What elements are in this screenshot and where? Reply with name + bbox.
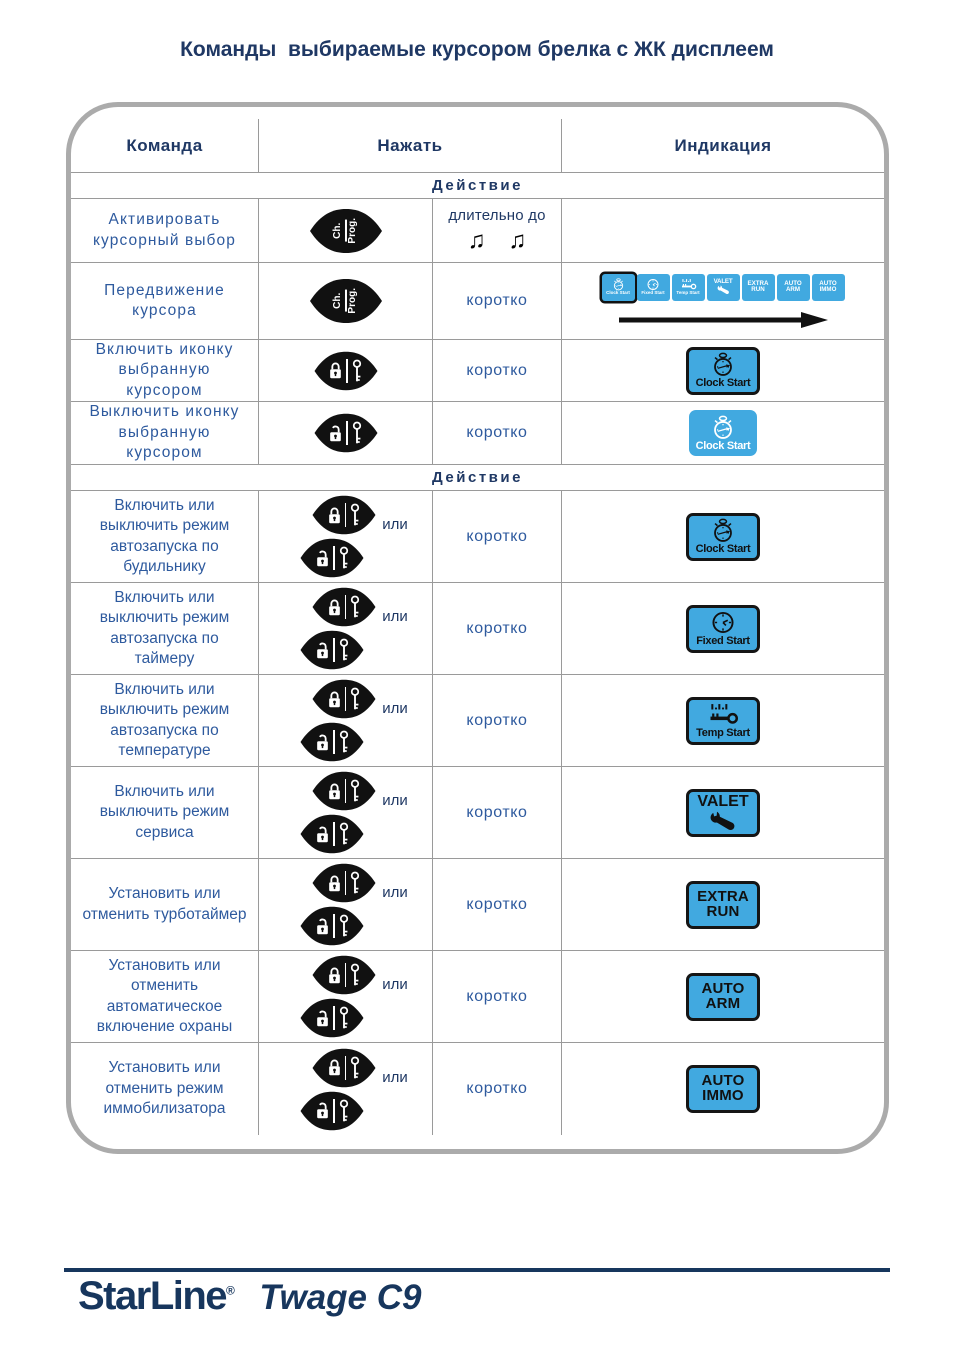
key-icon xyxy=(338,822,350,846)
music-notes-icon: ♫ ♫ xyxy=(467,226,527,254)
stopwatch-icon xyxy=(709,518,737,543)
divider xyxy=(345,687,347,711)
duration-cell: коротко xyxy=(433,340,562,402)
press-cell xyxy=(259,340,433,402)
press-cell xyxy=(259,859,433,951)
ch-prog-button-label xyxy=(333,218,359,244)
indication-cell-empty xyxy=(562,199,884,263)
lock-key-button-icon xyxy=(309,862,379,904)
divider xyxy=(345,779,347,803)
lock-key-button-icon xyxy=(309,770,379,812)
key-icon xyxy=(349,687,361,711)
closed-padlock-icon xyxy=(327,505,342,526)
command-cell: Включить или выключить режим сервиса xyxy=(71,767,259,859)
ch-prog-button-label xyxy=(333,288,359,314)
command-cell: Включить или выключить режим автозапуска по будильнику xyxy=(71,491,259,583)
command-cell: Включить или выключить режим автозапуска по таймеру xyxy=(71,583,259,675)
divider xyxy=(346,359,348,383)
key-icon xyxy=(349,963,361,987)
press-cell xyxy=(259,767,433,859)
divider xyxy=(333,822,335,846)
commands-table xyxy=(71,119,884,1135)
closed-padlock-icon xyxy=(327,689,342,710)
key-icon xyxy=(338,914,350,938)
lcd-strip-icon-auto-immo: AUTO IMMO xyxy=(812,274,845,301)
lcd-icon-clock-start-off: Clock Start xyxy=(689,410,757,456)
page-title: Команды выбираемые курсором брелка с ЖК дисплеем xyxy=(180,38,774,61)
duration-cell: коротко xyxy=(433,675,562,767)
fraction-line xyxy=(345,290,347,312)
starline-logo: StarLine® xyxy=(78,1274,234,1318)
footer-rule xyxy=(64,1268,890,1272)
unlock-key-button-icon xyxy=(297,813,367,855)
closed-padlock-icon xyxy=(328,360,343,381)
indication-cell xyxy=(562,491,884,583)
key-icon xyxy=(338,730,350,754)
model-name: Twage C9 xyxy=(259,1278,422,1317)
closed-padlock-icon xyxy=(327,965,342,986)
duration-cell xyxy=(433,199,562,263)
command-cell: Выключить иконку выбранную курсором xyxy=(71,402,259,465)
clock-icon xyxy=(709,610,737,635)
lock-key-button-icon xyxy=(309,678,379,720)
commands-table-panel xyxy=(66,102,889,1154)
duration-cell: коротко xyxy=(433,859,562,951)
footer xyxy=(0,1268,954,1319)
lcd-strip-icon-fixed-start: Fixed Start xyxy=(637,274,670,301)
divider xyxy=(345,963,347,987)
open-padlock-icon xyxy=(315,1008,330,1029)
lcd-icon-auto-immo: AUTO IMMO xyxy=(686,1065,760,1113)
key-icon xyxy=(351,359,363,383)
key-icon xyxy=(349,779,361,803)
key-icon xyxy=(338,546,350,570)
lcd-icon-extra-run: EXTRA RUN xyxy=(686,881,760,929)
cursor-direction-arrow-icon xyxy=(617,311,829,329)
command-cell: Включить или выключить режим автозапуска по температуре xyxy=(71,675,259,767)
key-icon xyxy=(338,1006,350,1030)
unlock-key-button-icon xyxy=(297,1090,367,1132)
indication-cell xyxy=(562,675,884,767)
lcd-strip-icon-extra-run: EXTRA RUN xyxy=(742,274,775,301)
lcd-strip-icon-temp-start: Temp Start xyxy=(672,274,705,301)
lock-key-button-icon xyxy=(309,1047,379,1089)
press-buttons xyxy=(283,862,408,947)
open-padlock-icon xyxy=(328,423,343,444)
section-header-action: Действие xyxy=(71,173,884,199)
or-label: или xyxy=(382,1068,408,1086)
ch-label: Ch. xyxy=(331,222,343,239)
press-cell xyxy=(259,263,433,340)
unlock-key-button-icon xyxy=(297,721,367,763)
lcd-icon-temp-start: Temp Start xyxy=(686,697,760,745)
command-cell: Установить или отменить турботаймер xyxy=(71,859,259,951)
command-cell: Активировать курсорный выбор xyxy=(71,199,259,263)
duration-cell: коротко xyxy=(433,583,562,675)
footer-logo-row xyxy=(78,1274,954,1319)
unlock-key-button-icon xyxy=(297,905,367,947)
ch-prog-button-icon xyxy=(305,207,387,255)
divider xyxy=(345,503,347,527)
duration-label: длительно до xyxy=(448,206,546,224)
open-padlock-icon xyxy=(315,916,330,937)
divider xyxy=(345,871,347,895)
indication-cell xyxy=(562,340,884,402)
prog-label: Prog. xyxy=(346,217,358,244)
lcd-icon-strip xyxy=(602,274,845,329)
or-label: или xyxy=(382,700,408,717)
press-buttons xyxy=(283,1047,408,1132)
lcd-icon-valet: VALET xyxy=(686,789,760,837)
divider xyxy=(333,1099,335,1123)
indication-cell xyxy=(562,402,884,465)
key-icon xyxy=(349,1056,361,1080)
press-buttons xyxy=(283,770,408,855)
press-cell xyxy=(259,199,433,263)
indication-cell xyxy=(562,263,884,340)
press-cell xyxy=(259,1043,433,1135)
key-icon xyxy=(338,638,350,662)
lcd-strip xyxy=(602,274,845,301)
divider xyxy=(345,595,347,619)
lcd-icon-auto-arm: AUTO ARM xyxy=(686,973,760,1021)
press-cell xyxy=(259,951,433,1043)
indication-cell xyxy=(562,951,884,1043)
duration-cell: коротко xyxy=(433,263,562,340)
col-header-command: Команда xyxy=(71,119,259,173)
key-icon xyxy=(338,1099,350,1123)
indication-cell xyxy=(562,1043,884,1135)
press-cell xyxy=(259,491,433,583)
lcd-strip-icon-valet: VALET xyxy=(707,274,740,301)
press-buttons xyxy=(283,954,408,1039)
divider xyxy=(333,546,335,570)
ch-prog-button-icon xyxy=(305,277,387,325)
lcd-icon-clock-start: Clock Start xyxy=(686,513,760,561)
lock-key-button-icon xyxy=(309,586,379,628)
closed-padlock-icon xyxy=(327,781,342,802)
lcd-icon-clock-start-on: Clock Start xyxy=(686,347,760,395)
duration-cell: коротко xyxy=(433,951,562,1043)
lock-key-button-icon xyxy=(311,350,381,392)
command-cell: Включить иконку выбранную курсором xyxy=(71,340,259,402)
unlock-key-button-icon xyxy=(311,412,381,454)
open-padlock-icon xyxy=(315,548,330,569)
fraction-line xyxy=(345,220,347,242)
stopwatch-icon xyxy=(709,415,737,440)
registered-mark: ® xyxy=(226,1283,234,1298)
divider xyxy=(333,1006,335,1030)
command-cell: Установить или отменить автоматическое включение охраны xyxy=(71,951,259,1043)
key-icon xyxy=(349,595,361,619)
lcd-strip-icon-clock-start: Clock Start xyxy=(602,274,635,301)
wrench-icon xyxy=(716,285,731,295)
lock-key-button-icon xyxy=(309,494,379,536)
command-cell: Установить или отменить режим иммобилизатора xyxy=(71,1043,259,1135)
command-cell: Передвижение курсора xyxy=(71,263,259,340)
temp-key-icon xyxy=(705,702,741,727)
ch-label: Ch. xyxy=(331,292,343,310)
closed-padlock-icon xyxy=(327,597,342,618)
lcd-icon-fixed-start: Fixed Start xyxy=(686,605,760,653)
press-buttons xyxy=(283,586,408,671)
press-cell xyxy=(259,402,433,465)
unlock-key-button-icon xyxy=(297,629,367,671)
closed-padlock-icon xyxy=(327,873,342,894)
divider xyxy=(333,914,335,938)
open-padlock-icon xyxy=(315,732,330,753)
lcd-strip-icon-auto-arm: AUTO ARM xyxy=(777,274,810,301)
unlock-key-button-icon xyxy=(297,537,367,579)
open-padlock-icon xyxy=(315,640,330,661)
indication-cell xyxy=(562,859,884,951)
key-icon xyxy=(349,871,361,895)
duration-cell: коротко xyxy=(433,491,562,583)
or-label: или xyxy=(382,792,408,809)
press-cell xyxy=(259,675,433,767)
duration-cell: коротко xyxy=(433,767,562,859)
or-label: или xyxy=(382,516,408,533)
duration-cell: коротко xyxy=(433,1043,562,1135)
or-label: или xyxy=(382,884,408,901)
indication-cell xyxy=(562,767,884,859)
col-header-press: Нажать xyxy=(259,119,562,173)
or-label: или xyxy=(382,608,408,625)
open-padlock-icon xyxy=(315,1100,330,1121)
col-header-indication: Индикация xyxy=(562,119,884,173)
prog-label: Prog. xyxy=(346,288,358,314)
section-header-action: Действие xyxy=(71,465,884,491)
key-icon xyxy=(349,503,361,527)
duration-cell: коротко xyxy=(433,402,562,465)
wrench-icon xyxy=(707,811,739,832)
closed-padlock-icon xyxy=(327,1057,342,1078)
indication-cell xyxy=(562,583,884,675)
divider xyxy=(345,1056,347,1080)
press-buttons xyxy=(283,678,408,763)
or-label: или xyxy=(382,976,408,993)
stopwatch-icon xyxy=(709,352,737,377)
divider xyxy=(346,421,348,445)
unlock-key-button-icon xyxy=(297,997,367,1039)
lock-key-button-icon xyxy=(309,954,379,996)
key-icon xyxy=(351,421,363,445)
press-cell xyxy=(259,583,433,675)
open-padlock-icon xyxy=(315,824,330,845)
divider xyxy=(333,730,335,754)
divider xyxy=(333,638,335,662)
press-buttons xyxy=(283,494,408,579)
